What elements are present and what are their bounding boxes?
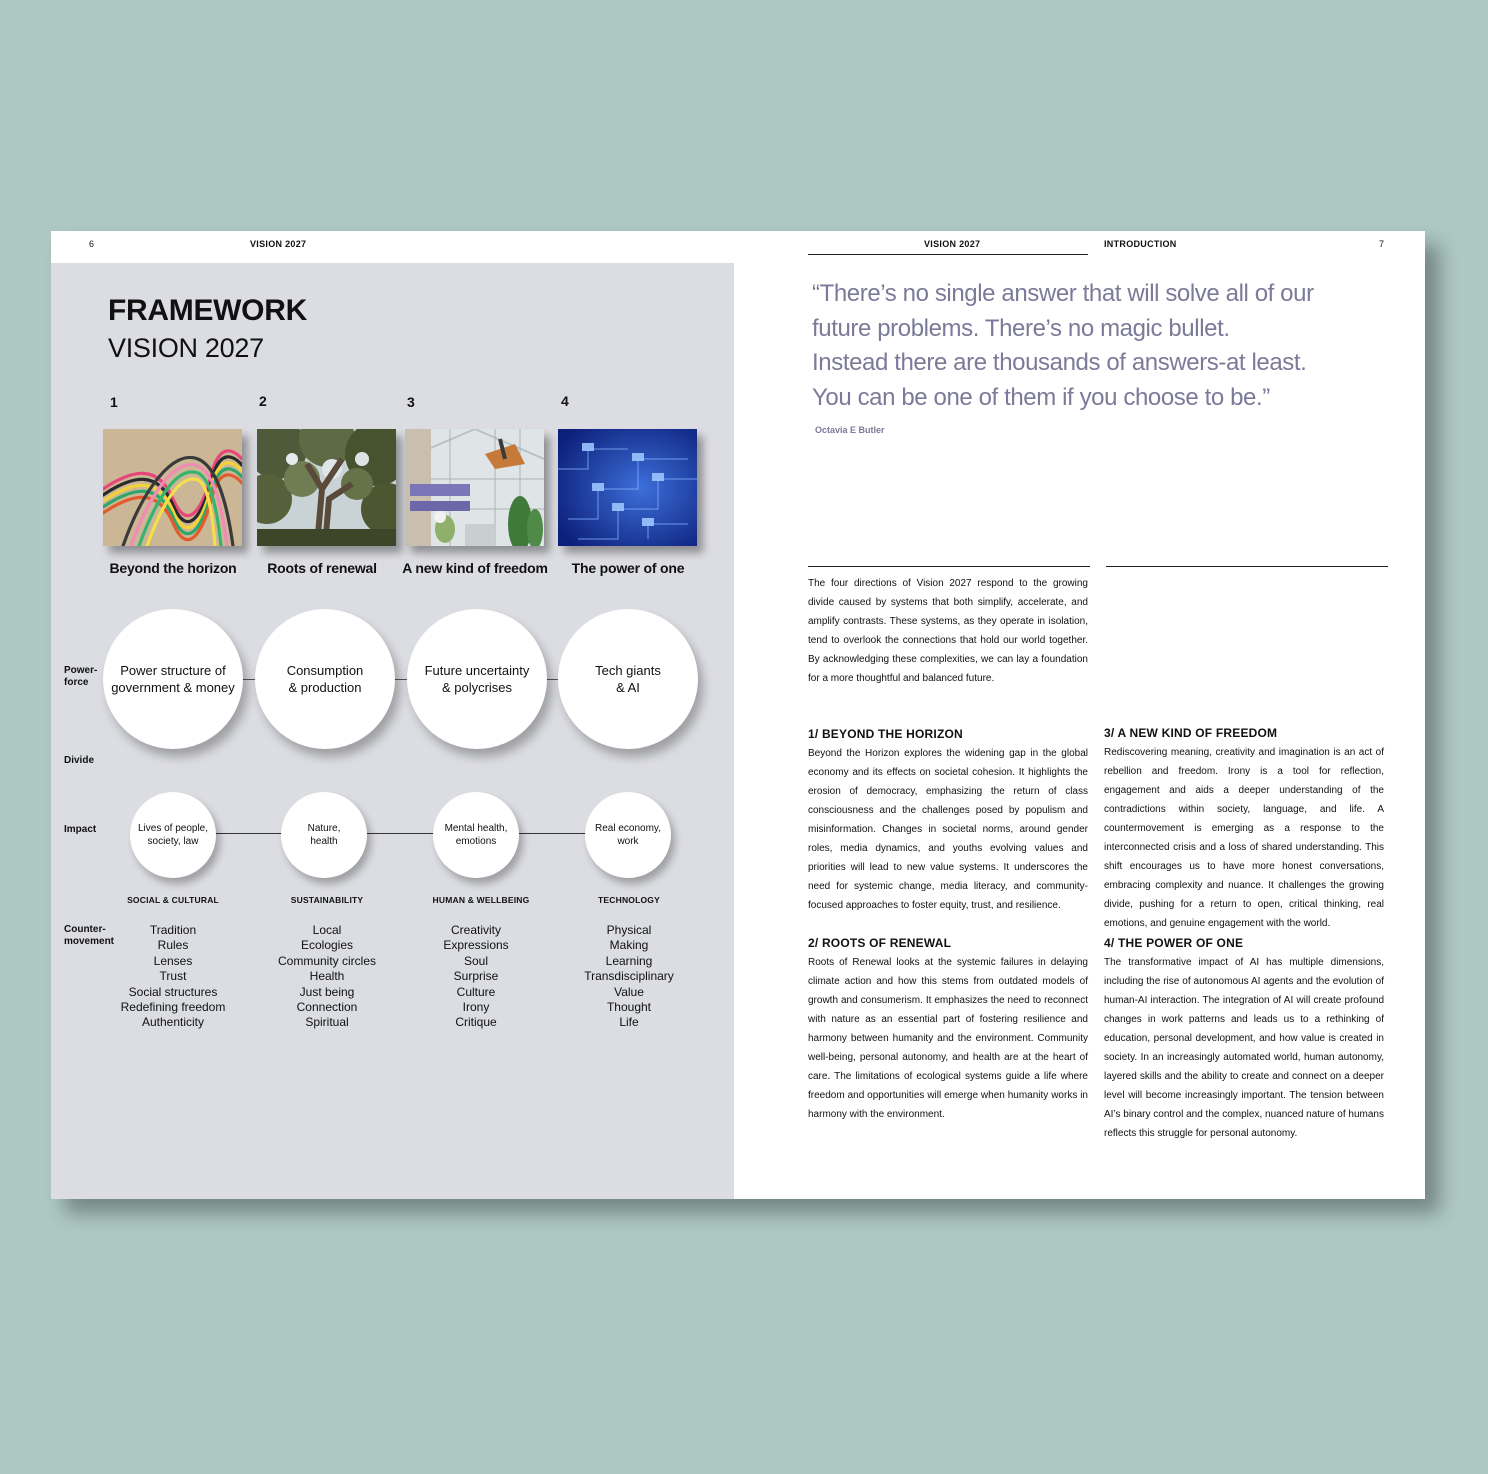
list-item: Critique bbox=[455, 1015, 497, 1030]
list-item: Health bbox=[309, 969, 345, 984]
magazine-spread bbox=[51, 231, 1425, 1199]
list-item: Physical bbox=[606, 923, 652, 937]
list-item: Surprise bbox=[453, 969, 499, 984]
countermovement-list-3 bbox=[401, 923, 551, 1031]
framework-title: FRAMEWORK bbox=[108, 294, 307, 327]
section-title-4: 4/ THE POWER OF ONE bbox=[1104, 936, 1244, 950]
powerforce-circle-1: Power structure of government & money bbox=[103, 609, 243, 749]
running-header-left: VISION 2027 bbox=[250, 239, 307, 249]
intro-rule-left bbox=[808, 566, 1090, 567]
list-item: Trust bbox=[159, 969, 187, 984]
list-item: Learning bbox=[605, 953, 653, 968]
running-header-right: VISION 2027 bbox=[924, 239, 981, 249]
list-item: Spiritual bbox=[305, 1015, 349, 1030]
list-item: Redefining freedom bbox=[120, 1000, 226, 1015]
quote-line: “There’s no single answer that will solve all of our bbox=[812, 280, 1314, 307]
list-item: Tradition bbox=[149, 923, 197, 937]
intro-rule-right bbox=[1106, 566, 1388, 567]
impact-circle-2: Nature, health bbox=[281, 792, 367, 878]
right-page bbox=[734, 231, 1425, 1199]
countermovement-list-1 bbox=[98, 923, 248, 1031]
impact-circle-3: Mental health, emotions bbox=[433, 792, 519, 878]
greenhouse-collage-image bbox=[405, 429, 544, 546]
list-item: Social structures bbox=[128, 984, 218, 999]
intro-paragraph: The four directions of Vision 2027 respond to the growing divide caused by systems that both simplify, accelerate, and amplify contrasts. These systems, as they operate in isolation, tend to overlook the connections that hold our world together. By acknowledging these complexities, we can lay a foundation for a more thoughtful and balanced future. bbox=[808, 578, 1088, 684]
left-page bbox=[51, 231, 734, 1199]
list-item: Rules bbox=[157, 938, 189, 953]
list-item: Soul bbox=[463, 953, 489, 968]
header-rule bbox=[808, 254, 1088, 255]
list-item: Authenticity bbox=[141, 1015, 205, 1030]
section-text-1: Beyond the Horizon explores the widening gap in the global economy and its effects on societal cohesion. It highlights the erosion of democracy, emphasizing the return of class consciousness and the challenges posed by populism and misinformation. Changes in societal norms, around gender roles, media dynamics, and youths evolving values and priorities will lead to new value systems. It underscores the need for systemic change, media literacy, and community-focused approaches to foster equity, trust, and resilience. bbox=[808, 748, 1088, 911]
list-item: Making bbox=[609, 938, 649, 953]
quote-line: future problems. There’s no magic bullet. bbox=[812, 314, 1230, 342]
section-text-2: Roots of Renewal looks at the systemic failures in delaying climate action and how this stems from outdated models of growth and consumerism. It emphasizes the need to reconnect with nature as an essential part of fostering resilience and harmony between humanity and the environment. Community well-being, personal autonomy, and health are at the heart of care. The limitations of ecological systems guide a life where freedom and opportunities will emerge when humanity works in harmony with the environment. bbox=[808, 957, 1088, 1120]
category-label-4: TECHNOLOGY bbox=[598, 895, 660, 905]
blue-circuit-image bbox=[558, 429, 697, 546]
list-item: Connection bbox=[296, 1000, 358, 1015]
theme-label-2: Roots of renewal bbox=[267, 560, 377, 576]
page-number-right: 7 bbox=[1379, 239, 1385, 249]
theme-number-1: 1 bbox=[110, 394, 118, 410]
list-item: Just being bbox=[299, 984, 355, 999]
quote-line: Instead there are thousands of answers-at least. bbox=[812, 349, 1307, 376]
framework-subtitle: VISION 2027 bbox=[108, 333, 264, 363]
list-item: Ecologies bbox=[300, 938, 354, 953]
category-label-3: HUMAN & WELLBEING bbox=[432, 895, 530, 905]
quote-line: You can be one of them if you choose to be.” bbox=[812, 383, 1270, 411]
pull-quote bbox=[812, 277, 1332, 415]
tree-canopy-image bbox=[257, 429, 396, 546]
colorful-lines-artwork-image bbox=[103, 429, 242, 546]
theme-label-3: A new kind of freedom bbox=[402, 560, 548, 576]
list-item: Life bbox=[619, 1015, 639, 1030]
list-item: Expressions bbox=[443, 938, 509, 953]
list-item: Creativity bbox=[450, 923, 501, 937]
powerforce-circle-2: Consumption & production bbox=[255, 609, 395, 749]
quote-author: Octavia E Butler bbox=[815, 425, 885, 435]
row-label-powerforce: Power- force bbox=[64, 665, 98, 688]
section-title-2: 2/ ROOTS OF RENEWAL bbox=[808, 936, 952, 950]
theme-number-4: 4 bbox=[561, 393, 569, 409]
theme-number-2: 2 bbox=[259, 393, 267, 409]
row-label-impact: Impact bbox=[64, 824, 97, 835]
powerforce-circle-3: Future uncertainty & polycrises bbox=[407, 609, 547, 749]
theme-number-3: 3 bbox=[407, 394, 415, 410]
section-text-3: Rediscovering meaning, creativity and imagination is an act of rebellion and freedom. Irony is a tool for reflection, engagement and aids a deeper understanding of the contradictions within society, language, and life. A countermovement is emerging as a response to the interconnected crisis and a loss of shared understanding. This shift encourages us to have more honest conversations, embracing complexity and nuance. It challenges the growing divide, pushing for a return to open, critical thinking, real emotions, and genuine engagement with the world. bbox=[1104, 747, 1384, 929]
list-item: Community circles bbox=[277, 953, 376, 968]
impact-connector bbox=[211, 833, 631, 834]
section-text-4: The transformative impact of AI has multiple dimensions, including the rise of autonomous AI agents and the evolution of human-AI interaction. The integration of AI will create profound changes in work patterns and leads us to a rethinking of education, personal development, and how value is created in society. In an increasingly automated world, human autonomy, layered skills and the ability to create and connect on a deeper level will become increasingly important. The tension between AI’s binary control and the complex, nuanced nature of humans reflects this struggle for personal autonomy. bbox=[1104, 957, 1384, 1139]
list-item: Transdisciplinary bbox=[584, 969, 674, 984]
list-item: Culture bbox=[456, 984, 496, 999]
list-item: Local bbox=[312, 923, 342, 937]
impact-circle-4: Real economy, work bbox=[585, 792, 671, 878]
list-item: Value bbox=[614, 984, 644, 999]
list-item: Thought bbox=[606, 1000, 652, 1015]
page-number-left: 6 bbox=[89, 239, 95, 249]
list-item: Irony bbox=[462, 1000, 490, 1015]
countermovement-list-2 bbox=[252, 923, 402, 1031]
category-label-1: SOCIAL & CULTURAL bbox=[127, 895, 219, 905]
impact-circle-1: Lives of people, society, law bbox=[130, 792, 216, 878]
section-header: INTRODUCTION bbox=[1104, 239, 1177, 249]
section-title-3: 3/ A NEW KIND OF FREEDOM bbox=[1104, 726, 1278, 740]
row-label-divide: Divide bbox=[64, 755, 95, 766]
category-label-2: SUSTAINABILITY bbox=[290, 895, 364, 905]
row-label-countermovement: Counter- movement bbox=[64, 924, 115, 947]
countermovement-list-4 bbox=[554, 923, 704, 1031]
theme-label-1: Beyond the horizon bbox=[109, 560, 237, 576]
powerforce-circle-4: Tech giants & AI bbox=[558, 609, 698, 749]
section-title-1: 1/ BEYOND THE HORIZON bbox=[808, 727, 963, 741]
theme-label-4: The power of one bbox=[571, 560, 685, 576]
list-item: Lenses bbox=[153, 953, 193, 968]
